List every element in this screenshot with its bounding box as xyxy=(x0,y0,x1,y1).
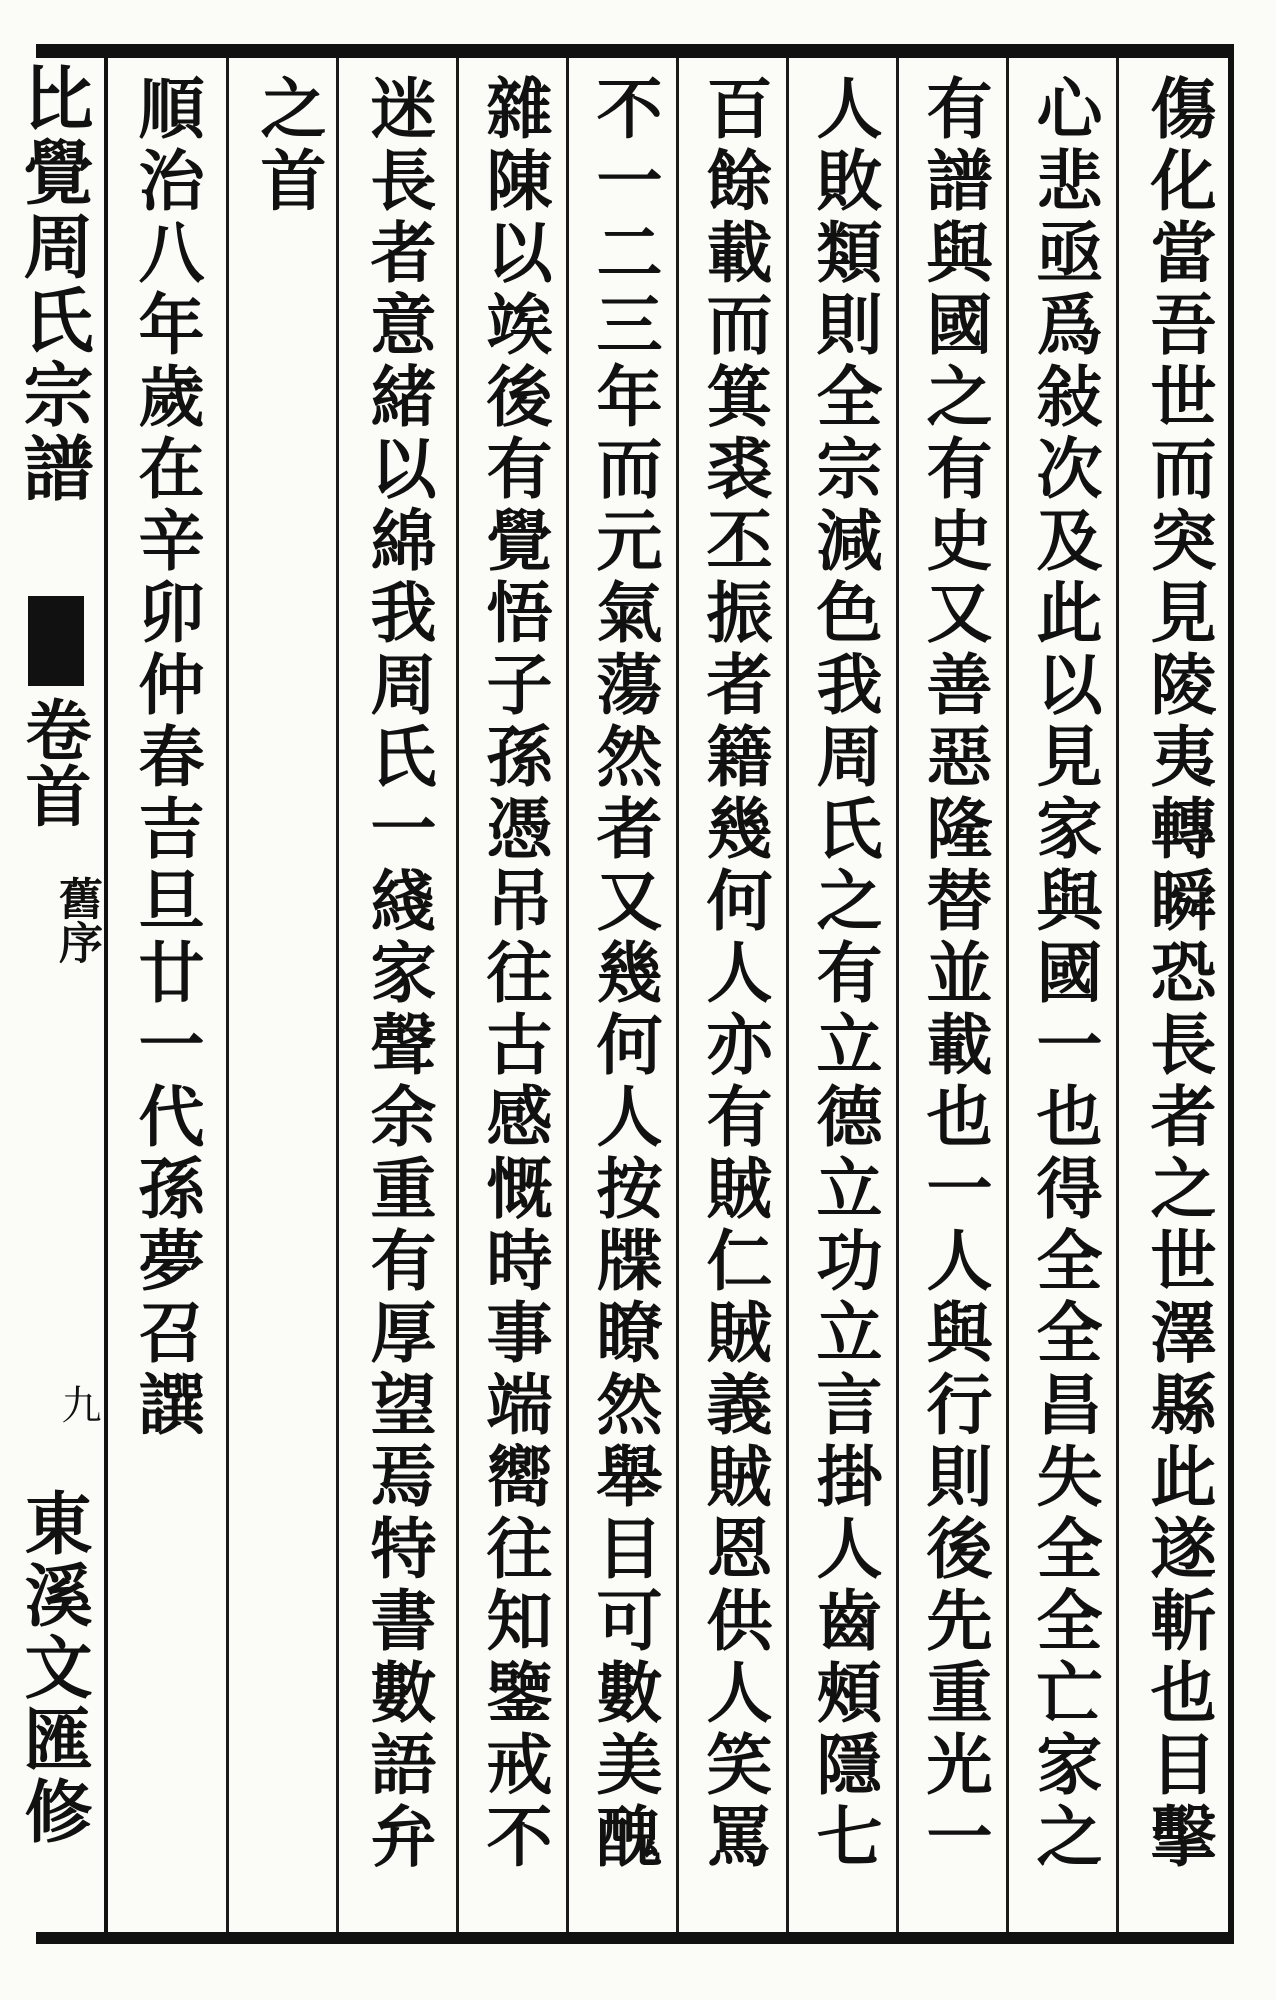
margin-section: 舊序 xyxy=(51,876,102,964)
column-rule xyxy=(896,58,899,1932)
text-column: 傷化當吾世而突見陵夷轉瞬恐長者之世澤縣此遂斬也目擊 xyxy=(1139,74,1217,1874)
text-column: 雜陳以竢後有覺悟子孫憑吊往古感慨時事端嚮往知鑒戒不 xyxy=(475,74,553,1874)
text-column: 心悲亟爲敍次及此以見家與國一也得全全昌失全全亡家之 xyxy=(1025,74,1103,1874)
text-column: 百餘載而箕裘丕振者籍幾何人亦有賊仁賊義賊恩供人笑罵 xyxy=(695,74,773,1874)
column-rule xyxy=(456,58,459,1932)
text-column: 迷長者意緒以綿我周氏一綫家聲余重有厚望焉特書數語弁 xyxy=(359,74,437,1874)
column-rule xyxy=(336,58,339,1932)
text-column: 不一二三年而元氣蕩然者又幾何人按牒瞭然舉目可數美醜 xyxy=(585,74,663,1874)
column-rule xyxy=(566,58,569,1932)
column-rule xyxy=(676,58,679,1932)
margin-rule xyxy=(104,44,108,1944)
column-rule xyxy=(786,58,789,1932)
margin-juan: 卷首 xyxy=(14,696,92,828)
text-column-colophon: 順治八年歲在辛卯仲春吉旦廿一代孫夢召譔 xyxy=(127,74,205,1442)
margin-hall-name: 東溪文匯修 xyxy=(13,1488,93,1848)
margin-title: 比覺周氏宗譜 xyxy=(12,62,95,506)
text-column: 之首 xyxy=(249,74,327,218)
column-rule xyxy=(226,58,229,1932)
text-column: 人敗類則全宗減色我周氏之有立德立功立言掛人齒頰隱七 xyxy=(805,74,883,1874)
column-rule xyxy=(1116,58,1119,1932)
margin-strip xyxy=(0,0,110,2000)
margin-page-number: 九 xyxy=(55,1384,101,1424)
column-rule xyxy=(1006,58,1009,1932)
text-column: 有譜與國之有史又善惡隆替並載也一人與行則後先重光一 xyxy=(915,74,993,1874)
fish-tail-block xyxy=(28,596,84,686)
